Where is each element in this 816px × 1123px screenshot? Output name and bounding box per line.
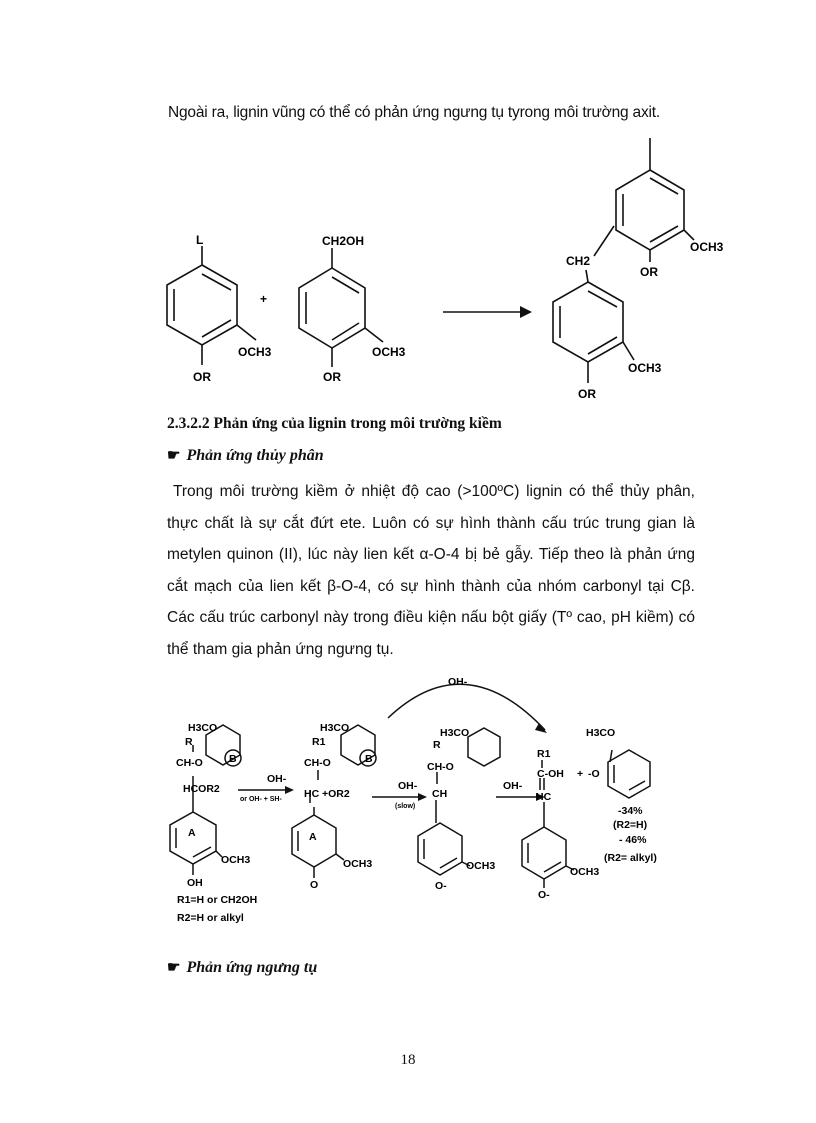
m2-r1-label: R1: [312, 736, 326, 748]
m2-h3co-label: H3CO: [320, 722, 350, 734]
m5-h3co-label: H3CO: [586, 727, 616, 739]
m4-methoxy-label: OCH3: [570, 866, 600, 878]
top-oh-label: OH-: [448, 676, 468, 688]
m2-cho-label: CH-O: [304, 757, 331, 769]
m3-cho-label: CH-O: [427, 761, 454, 773]
yield-1: -34%: [618, 805, 643, 817]
r2-ch2oh-label: CH2OH: [322, 234, 365, 248]
legend-r1: R1=H or CH2OH: [177, 894, 258, 906]
yield-2-note: (R2= alkyl): [604, 852, 657, 864]
product-methoxy-top: OCH3: [690, 240, 724, 254]
r1-top-label: L: [196, 233, 204, 247]
m4-hc-label: HC: [536, 791, 552, 803]
legend-r2: R2=H or alkyl: [177, 912, 244, 924]
m3-r-label: R: [433, 739, 441, 751]
page-number: 18: [400, 1052, 416, 1068]
r1-methoxy-label: OCH3: [238, 345, 272, 359]
product-ch2-label: CH2: [566, 254, 591, 268]
subsection-hydrolysis-title: Phản ứng thủy phân: [186, 447, 324, 464]
m1-methoxy-label: OCH3: [221, 854, 251, 866]
m2-ring-b-label: B: [365, 753, 373, 765]
product-or: OR: [578, 387, 596, 401]
m1-ring-b-label: B: [229, 753, 237, 765]
m3-h3co-label: H3CO: [440, 727, 470, 739]
m2-hc-label: HC: [304, 788, 320, 800]
arrow3-top-label: OH-: [503, 780, 523, 792]
subsection-condensation: [167, 958, 317, 977]
m3-o-label: O-: [435, 880, 447, 892]
m5-o-label: -O: [588, 768, 600, 780]
hydrolysis-paragraph: Trong môi trường kiềm ở nhiệt độ cao (>100ºC) lignin có thể thủy phân, thực chất là sự cắt đứt ete. Luôn có sự hình thành cấu trúc trung gian là metylen quinon (II), lúc này lien kết α-O-4 bị bẻ gẫy. Tiếp theo là phản ứng cắt mạch của lien kết β-O-4, có sự hình thành của nhóm carbonyl tại Cβ. Các cấu trúc carbonyl này trong điều kiện nấu bột giấy (Tº cao, pH kiềm) có thể tham gia phản ứng ngưng tụ.: [167, 483, 695, 658]
arrow1-bottom-label: or OH- + SH-: [240, 796, 282, 803]
m2-ring-a-label: A: [309, 831, 317, 843]
m3-ring: [468, 728, 500, 766]
arrow2-bottom-label: (slow): [395, 803, 416, 810]
section-heading: 2.3.2.2 Phản ứng của lignin trong môi trường kiềm: [167, 415, 502, 432]
pointing-hand-icon: ☛: [167, 448, 181, 464]
m3-ch-label: CH: [432, 788, 448, 800]
arrow2-top-label: OH-: [398, 780, 418, 792]
m1-r-label: R: [185, 736, 193, 748]
curved-arrow: [388, 684, 545, 730]
r2-or-label: OR: [323, 370, 341, 384]
intro-sentence: Ngoài ra, lignin vũng có thể có phản ứng ngưng tụ tyrong môi trường axit.: [168, 104, 660, 121]
m1-ring-a-label: A: [188, 827, 196, 839]
plus-sign: +: [260, 292, 268, 306]
product-methoxy: OCH3: [628, 361, 662, 375]
m2-or2-label: +OR2: [322, 788, 350, 800]
m4-coh-label: C-OH: [537, 768, 564, 780]
m1-hcor-label: HCOR2: [183, 783, 220, 795]
yield-2: - 46%: [619, 834, 647, 846]
product-or-top: OR: [640, 265, 658, 279]
m1-oh-label: OH: [187, 877, 203, 889]
pointing-hand-icon: ☛: [167, 960, 181, 976]
subsection-condensation-title: Phản ứng ngưng tụ: [186, 959, 318, 976]
m4-r1-label: R1: [537, 748, 551, 760]
m3-methoxy-label: OCH3: [466, 860, 496, 872]
yield-1-note: (R2=H): [613, 819, 648, 831]
m4-plus: +: [577, 768, 584, 780]
m2-methoxy-label: OCH3: [343, 858, 373, 870]
m1-cho-label: CH-O: [176, 757, 203, 769]
r1-or-label: OR: [193, 370, 211, 384]
r2-methoxy-label: OCH3: [372, 345, 406, 359]
arrow1-top-label: OH-: [267, 773, 287, 785]
m2-o-label: O: [310, 879, 319, 891]
m1-h3co-label: H3CO: [188, 722, 218, 734]
m4-o-label: O-: [538, 889, 550, 901]
